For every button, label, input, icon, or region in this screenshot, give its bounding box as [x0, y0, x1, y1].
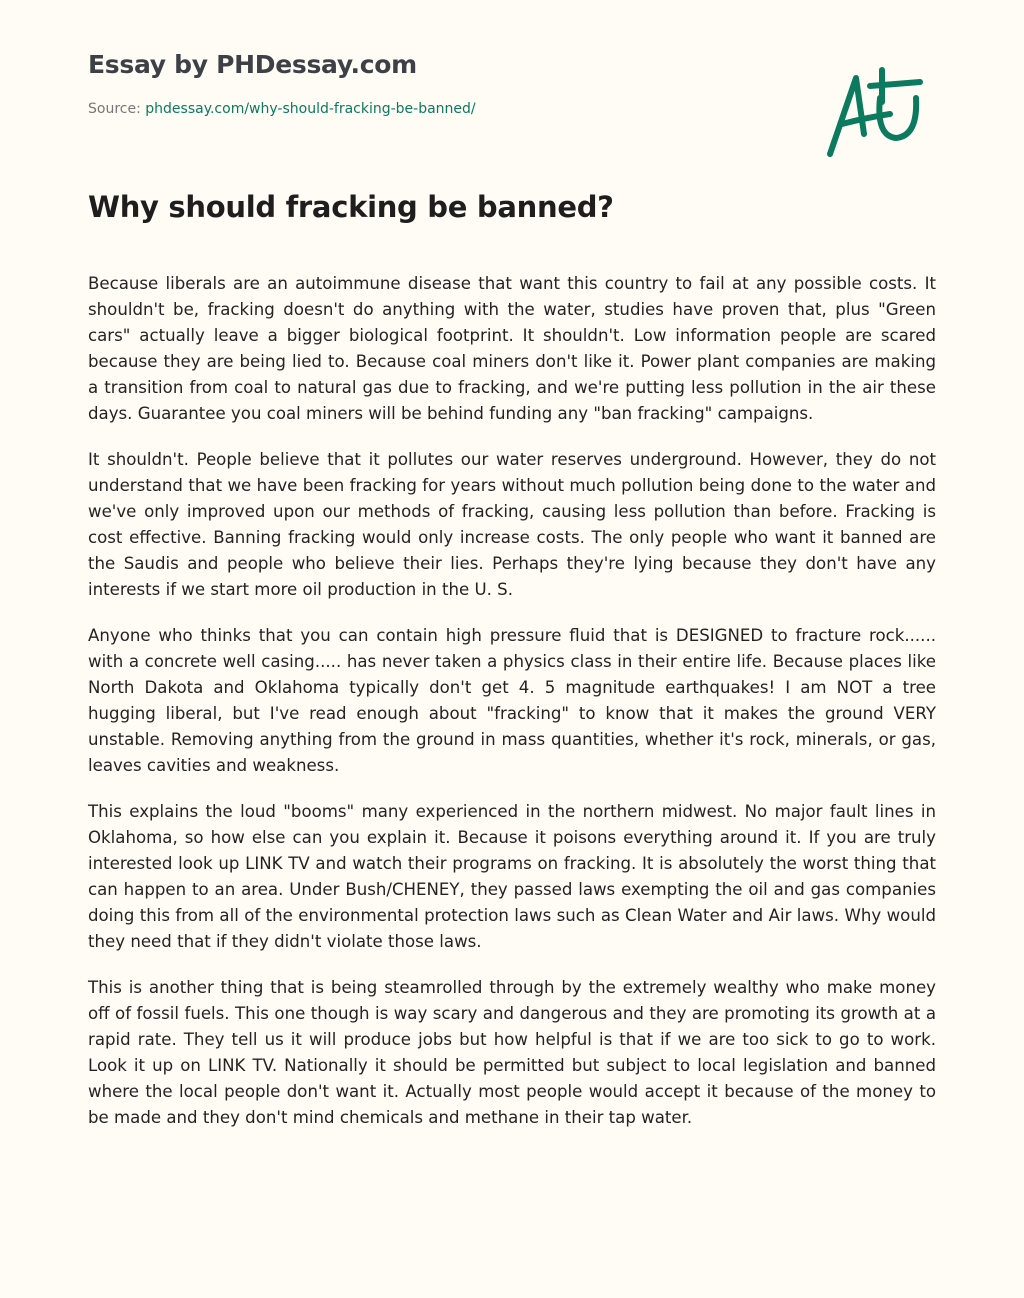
essay-body: [88, 271, 936, 1151]
paragraph: Anyone who thinks that you can contain high pressure fluid that is DESIGNED to fracture rock...... with a concrete well casing..... has never taken a physics class in their entire life. Because places like North Dakota and Oklahoma typically don't get 4. 5 magnitude earthquakes! I am NOT a tree hugging liberal, but I've read enough about "fracking" to know that it makes the ground VERY unstable. Removing anything from the ground in mass quantities, whether it's rock, minerals, or gas, leaves cavities and weakness.: [88, 626, 936, 775]
paragraph: It shouldn't. People believe that it pollutes our water reserves underground. However, they do not understand that we have been fracking for years without much pollution being done to the water and we've only improved upon our methods of fracking, causing less pollution than before. Fracking is cost effective. Banning fracking would only increase costs. The only people who want it banned are the Saudis and people who believe their lies. Perhaps they're lying because they don't have any interests if we start more oil production in the U. S.: [88, 450, 936, 599]
paragraph: This explains the loud "booms" many experienced in the northern midwest. No major fault lines in Oklahoma, so how else can you explain it. Because it poisons everything around it. If you are truly interested look up LINK TV and watch their programs on fracking. It is absolutely the worst thing that can happen to an area. Under Bush/CHENEY, they passed laws exempting the oil and gas companies doing this from all of the environmental protection laws such as Clean Water and Air laws. Why would they need that if they didn't violate those laws.: [88, 802, 936, 951]
essay-title: Why should fracking be banned?: [88, 190, 614, 224]
source-label: Source:: [88, 101, 146, 117]
paragraph: Because liberals are an autoimmune disease that want this country to fail at any possible costs. It shouldn't be, fracking doesn't do anything with the water, studies have proven that, plus "Green cars" actually leave a bigger biological footprint. It shouldn't. Low information people are scared because they are being lied to. Because coal miners don't like it. Power plant companies are making a transition from coal to natural gas due to fracking, and we're putting less pollution in the air these days. Guarantee you coal miners will be behind funding any "ban fracking" campaigns.: [88, 274, 936, 423]
a-plus-logo-icon: [820, 64, 930, 160]
source-line: [88, 101, 476, 117]
source-link[interactable]: phdessay.com/why-should-fracking-be-banned/: [145, 101, 476, 117]
site-brand: Essay by PHDessay.com: [88, 50, 417, 79]
paragraph: This is another thing that is being steamrolled through by the extremely wealthy who make money off of fossil fuels. This one though is way scary and dangerous and they are promoting its growth at a rapid rate. They tell us it will produce jobs but how helpful is that if we are too sick to go to work. Look it up on LINK TV. Nationally it should be permitted but subject to local legislation and banned where the local people don't want it. Actually most people would accept it because of the money to be made and they don't mind chemicals and methane in their tap water.: [88, 978, 936, 1127]
